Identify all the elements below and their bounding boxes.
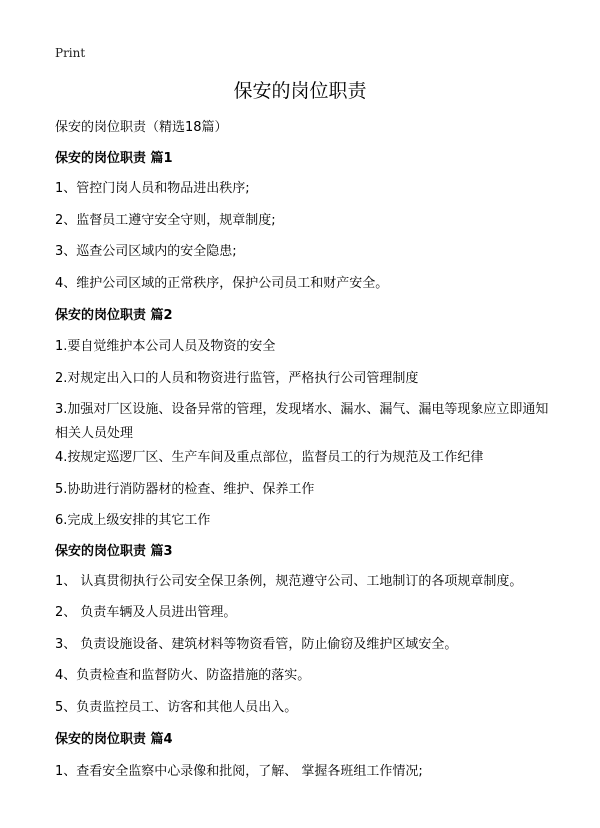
section-1-item-3: 3、巡查公司区域内的安全隐患; xyxy=(55,244,237,259)
section-heading-4: 保安的岗位职责 篇4 xyxy=(55,732,173,747)
section-4-item-1: 1、查看安全监察中心录像和批阅，了解、 掌握各班组工作情况; xyxy=(55,764,423,779)
section-2-item-1: 1.要自觉维护本公司人员及物资的安全 xyxy=(55,339,276,354)
document-title: 保安的岗位职责 xyxy=(233,80,367,102)
section-3-item-2: 2、 负责车辆及人员进出管理。 xyxy=(55,605,237,620)
document-subtitle: 保安的岗位职责（精选18篇） xyxy=(55,120,228,135)
section-2-item-3: 3.加强对厂区设施、设备异常的管理，发现堵水、漏水、漏气、漏电等现象应立即通知相关人员处理 xyxy=(55,402,549,441)
section-1-item-4: 4、维护公司区域的正常秩序，保护公司员工和财产安全。 xyxy=(55,276,389,291)
section-heading-3: 保安的岗位职责 篇3 xyxy=(55,544,173,559)
section-3-item-1: 1、 认真贯彻执行公司安全保卫条例，规范遵守公司、工地制订的各项规章制度。 xyxy=(55,574,523,589)
section-2-item-2: 2.对规定出入口的人员和物资进行监管，严格执行公司管理制度 xyxy=(55,371,419,386)
section-heading-1: 保安的岗位职责 篇1 xyxy=(55,151,173,166)
section-2-item-5: 5.协助进行消防器材的检查、维护、保养工作 xyxy=(55,482,315,497)
section-1-item-1: 1、管控门岗人员和物品进出秩序; xyxy=(55,181,250,196)
section-2-item-4: 4.按规定巡逻厂区、生产车间及重点部位，监督员工的行为规范及工作纪律 xyxy=(55,450,484,465)
section-1-item-2: 2、监督员工遵守安全守则，规章制度; xyxy=(55,213,276,228)
section-3-item-5: 5、负责监控员工、访客和其他人员出入。 xyxy=(55,700,298,715)
section-3-item-3: 3、 负责设施设备、建筑材料等物资看管，防止偷窃及维护区域安全。 xyxy=(55,637,458,652)
print-link[interactable]: Print xyxy=(55,46,86,60)
section-heading-2: 保安的岗位职责 篇2 xyxy=(55,308,173,323)
section-2-item-6: 6.完成上级安排的其它工作 xyxy=(55,513,211,528)
section-3-item-4: 4、负责检查和监督防火、防盗措施的落实。 xyxy=(55,668,311,683)
